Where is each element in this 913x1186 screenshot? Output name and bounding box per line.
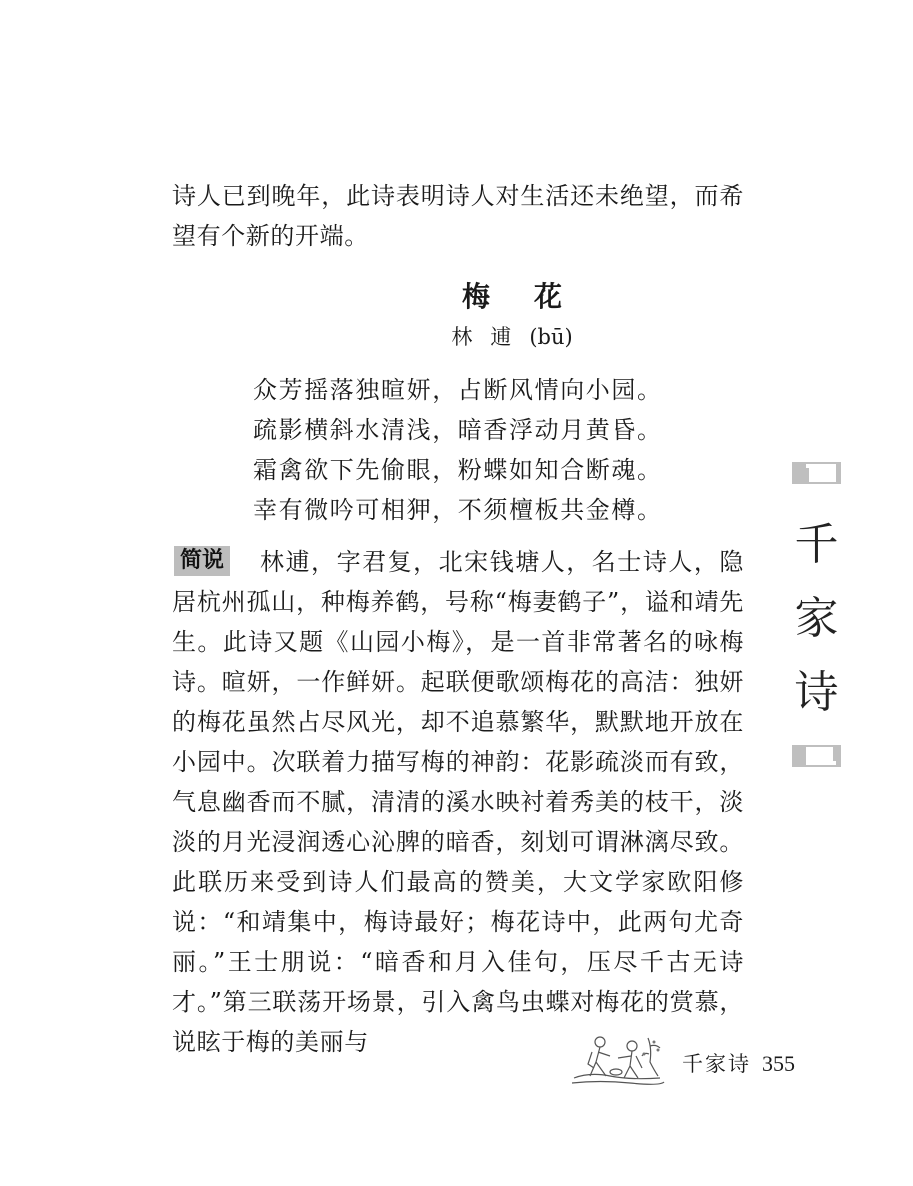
running-footer-title: 千家诗 <box>682 1052 751 1076</box>
commentary-paragraph: 林逋，字君复，北宋钱塘人，名士诗人，隐居杭州孤山，种梅养鹤，号称“梅妻鹤子”，谥和靖先生。此诗又题《山园小梅》，是一首非常著名的咏梅诗。暄妍，一作鲜妍。起联便歌颂梅花的高洁：独妍的梅花虽然占尽风光，却不追慕繁华，默默地开放在小园中。次联着力描写梅的神韵：花影疏淡而有致，气息幽香而不腻，清清的溪水映衬着秀美的枝干，淡淡的月光浸润透心沁脾的暗香，刻划可谓淋漓尽致。此联历来受到诗人们最高的赞美，大文学家欧阳修说：“和靖集中，梅诗最好；梅花诗中，此两句尤奇丽。”王士朋说：“暗香和月入佳句，压尽千古无诗才。”第三联荡开场景，引入禽鸟虫蝶对梅花的赏慕，说眩于梅的美丽与 <box>172 548 744 1056</box>
commentary-label: 简说 <box>174 546 230 576</box>
poem-title: 梅花 <box>461 280 606 313</box>
section-side-tab <box>792 462 841 767</box>
author-name: 林逋 <box>451 325 530 349</box>
author-pinyin: (bū) <box>529 325 573 349</box>
poem-line: 疏影横斜水清浅，暗香浮动月黄昏。 <box>253 416 663 444</box>
poem-line: 众芳摇落独暄妍，占断风情向小园。 <box>253 376 663 404</box>
intro-paragraph: 诗人已到晚年，此诗表明诗人对生活还未绝望，而希望有个新的开端。 <box>172 182 744 250</box>
side-tab-char: 家 <box>794 593 839 644</box>
page-number: 355 <box>762 1051 795 1076</box>
bracket-open-icon <box>806 464 836 482</box>
poem-author <box>172 320 852 354</box>
side-tab-char: 千 <box>794 519 839 570</box>
poem-line: 幸有微吟可相狎，不须檀板共金樽。 <box>253 496 663 524</box>
bracket-close-icon <box>806 747 836 765</box>
side-tab-char: 诗 <box>794 667 839 718</box>
side-tab-text <box>792 508 841 730</box>
poem-line: 霜禽欲下先偷眼，粉蝶如知合断魂。 <box>253 456 663 484</box>
scholars-illustration-icon <box>570 1028 665 1086</box>
poem-body <box>253 370 753 530</box>
